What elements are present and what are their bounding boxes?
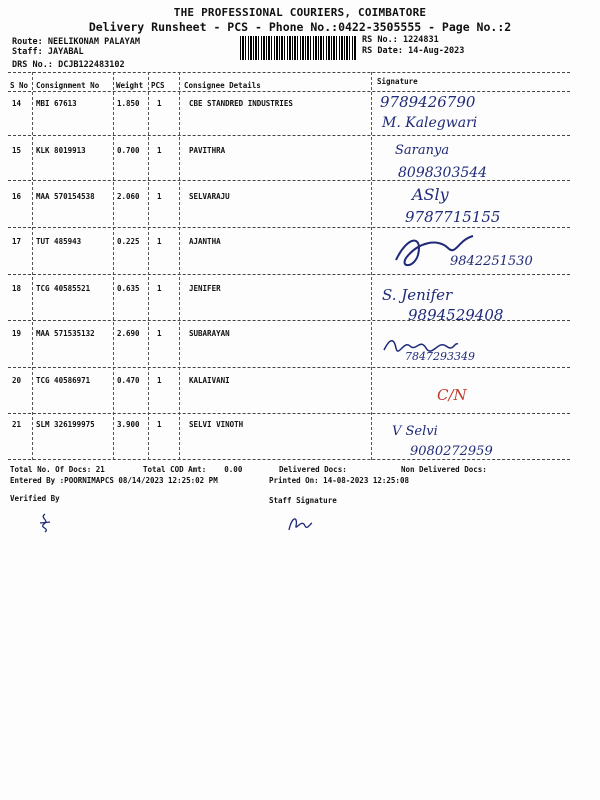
row-weight: 0.700	[117, 146, 140, 155]
staff-value: JAYABAL	[47, 47, 84, 57]
signature-phone: 9789426790	[380, 93, 476, 111]
drs-line	[12, 60, 125, 70]
table-top-rule	[8, 72, 570, 73]
col-header-sno: S No	[10, 81, 29, 90]
col-header-pcs: PCS	[151, 81, 165, 90]
row-weight: 3.900	[117, 420, 140, 429]
row-pcs: 1	[157, 420, 162, 429]
col-divider	[113, 72, 114, 460]
row-rule	[8, 274, 570, 275]
entered-by: Entered By :POORNIMAPCS 08/14/2023 12:25:02 PM	[10, 476, 218, 485]
barcode	[240, 36, 356, 60]
row-consignment-no: MAA 571535132	[36, 329, 95, 338]
staff-signature-scribble	[286, 512, 314, 534]
row-rule	[8, 180, 570, 181]
row-weight: 0.635	[117, 284, 140, 293]
row-consignee: PAVITHRA	[189, 146, 226, 155]
drs-label: DRS No.:	[12, 60, 53, 70]
row-rule	[8, 367, 570, 368]
verified-by-label: Verified By	[10, 494, 60, 503]
row-weight: 0.470	[117, 376, 140, 385]
signature-phone: 9787715155	[405, 208, 501, 226]
row-weight: 2.060	[117, 192, 140, 201]
rs-no-value: 1224831	[402, 35, 439, 45]
staff-signature-label: Staff Signature	[269, 496, 337, 505]
rs-no-line	[362, 35, 439, 45]
total-docs	[10, 465, 105, 474]
printed-on: Printed On: 14-08-2023 12:25:08	[269, 476, 409, 485]
closed-note: C/N	[437, 386, 467, 404]
row-consignment-no: TUT 485943	[36, 237, 82, 246]
row-consignee: CBE STANDRED INDUSTRIES	[189, 99, 293, 108]
row-sno: 18	[12, 284, 22, 293]
route-value: NEELIKONAM PALAYAM	[47, 37, 140, 47]
total-cod-label: Total COD Amt:	[143, 465, 207, 474]
row-consignment-no: TCG 40585521	[36, 284, 91, 293]
row-sno: 19	[12, 329, 22, 338]
row-pcs: 1	[157, 192, 162, 201]
company-title: THE PROFESSIONAL COURIERS, COIMBATORE	[173, 6, 427, 19]
row-sno: 21	[12, 420, 22, 429]
rs-no-label: RS No.:	[362, 35, 398, 45]
col-header-signature: Signature	[377, 77, 418, 86]
row-consignment-no: TCG 40586971	[36, 376, 91, 385]
col-header-consignee: Consignee Details	[184, 81, 261, 90]
row-weight: 1.850	[117, 99, 140, 108]
row-sno: 14	[12, 99, 22, 108]
row-sno: 20	[12, 376, 22, 385]
drs-value: DCJB122483102	[58, 60, 125, 70]
row-weight: 2.690	[117, 329, 140, 338]
rs-date-line	[362, 46, 464, 56]
row-consignee: SELVI VINOTH	[189, 420, 244, 429]
row-rule	[8, 135, 570, 136]
signature-phone: 7847293349	[405, 350, 475, 363]
signature-name: V Selvi	[392, 424, 438, 439]
verified-by-scribble	[36, 512, 54, 534]
row-consignee: SUBARAYAN	[189, 329, 230, 338]
row-pcs: 1	[157, 146, 162, 155]
row-consignee: AJANTHA	[189, 237, 221, 246]
row-pcs: 1	[157, 99, 162, 108]
row-consignment-no: MAA 570154538	[36, 192, 95, 201]
rs-date-label: RS Date:	[362, 46, 403, 56]
col-divider	[371, 72, 372, 460]
non-delivered-docs-label: Non Delivered Docs:	[401, 465, 487, 474]
row-consignee: JENIFER	[189, 284, 221, 293]
rs-date-value: 14-Aug-2023	[408, 46, 465, 56]
total-docs-label: Total No. Of Docs:	[10, 465, 92, 474]
signature-name: ASly	[412, 185, 449, 204]
row-sno: 17	[12, 237, 22, 246]
staff-label: Staff:	[12, 47, 43, 57]
signature-phone: 8098303544	[398, 165, 488, 181]
col-divider	[148, 72, 149, 460]
row-pcs: 1	[157, 284, 162, 293]
row-consignee: SELVARAJU	[189, 192, 230, 201]
row-weight: 0.225	[117, 237, 140, 246]
delivered-docs-label: Delivered Docs:	[279, 465, 347, 474]
row-consignee: KALAIVANI	[189, 376, 230, 385]
row-pcs: 1	[157, 329, 162, 338]
signature-name: S. Jenifer	[382, 286, 453, 304]
signature-phone: 9842251530	[450, 254, 533, 269]
row-pcs: 1	[157, 376, 162, 385]
col-divider	[32, 72, 33, 460]
signature-phone: 9080272959	[410, 444, 493, 459]
row-consignment-no: KLK 8019913	[36, 146, 86, 155]
total-cod	[143, 465, 242, 474]
route-label: Route:	[12, 37, 43, 47]
col-header-consignment: Consignment No	[36, 81, 100, 90]
signature-name: Saranya	[395, 143, 450, 158]
row-rule	[8, 320, 570, 321]
col-divider	[179, 72, 180, 460]
total-docs-value: 21	[95, 465, 105, 474]
row-rule	[8, 413, 570, 414]
row-consignment-no: SLM 326199975	[36, 420, 95, 429]
staff-line	[12, 47, 84, 57]
row-rule	[8, 227, 570, 228]
row-sno: 16	[12, 192, 22, 201]
signature-name: M. Kalegwari	[382, 115, 478, 131]
total-cod-value: 0.00	[224, 465, 243, 474]
row-pcs: 1	[157, 237, 162, 246]
col-header-weight: Weight	[116, 81, 144, 90]
table-header-rule	[8, 91, 570, 92]
route-line	[12, 37, 140, 47]
row-consignment-no: MBI 67613	[36, 99, 77, 108]
table-bottom-rule	[8, 459, 570, 460]
row-sno: 15	[12, 146, 22, 155]
runsheet-subtitle: Delivery Runsheet - PCS - Phone No.:0422-3505555 - Page No.:2	[88, 20, 512, 34]
signature-phone: 9894529408	[408, 306, 504, 324]
